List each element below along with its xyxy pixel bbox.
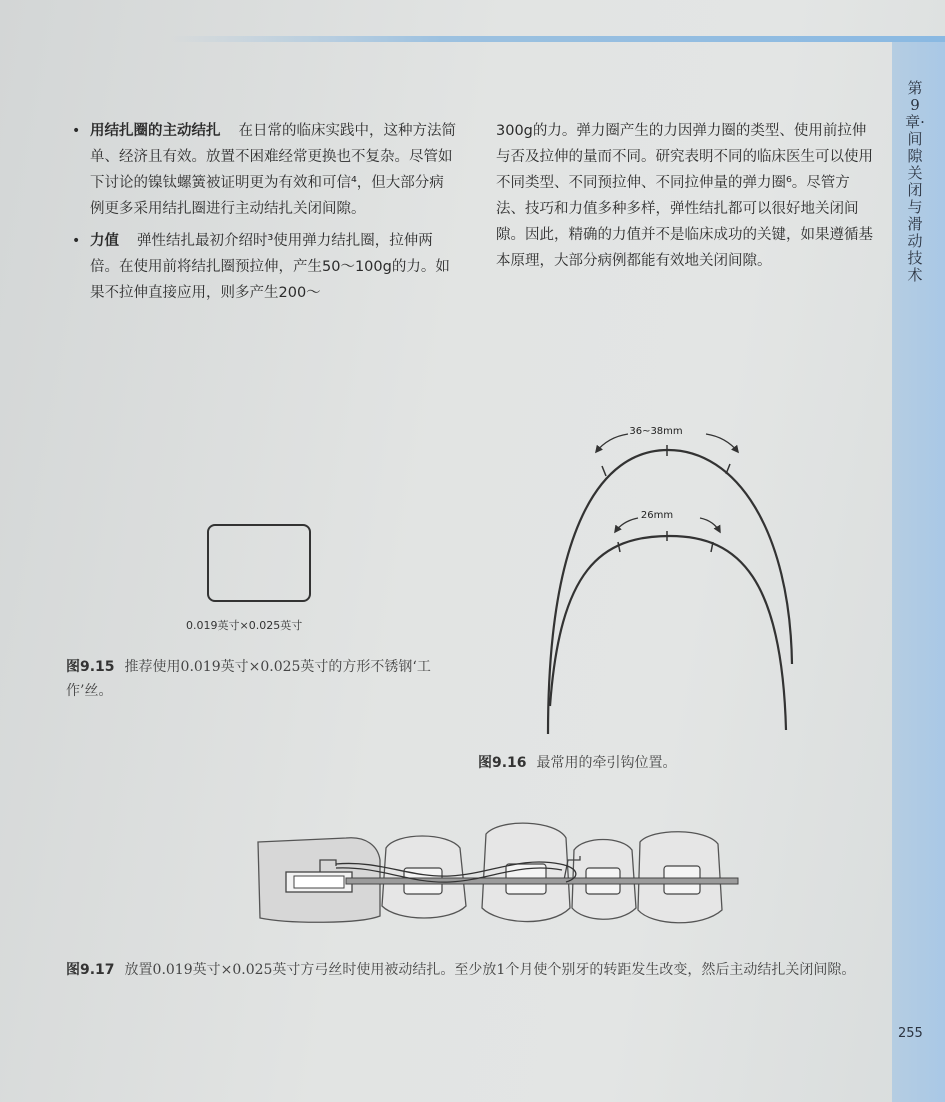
bullet-heading: 力值 [90, 233, 119, 249]
outer-arch-wire [548, 450, 792, 734]
bullet-item-active-ligation [72, 118, 458, 222]
figure-15-caption [66, 655, 461, 703]
inner-span-label: 26mm [640, 510, 674, 521]
caption-text: 放置0.019英寸×0.025英寸方弓丝时使用被动结扎。至少放1个月使个别牙的转距发生改变，然后主动结扎关闭间隙。 [124, 962, 856, 978]
inner-arrow-left [615, 518, 638, 532]
page-number: 255 [898, 1026, 923, 1041]
bracket-ligation-drawing [250, 820, 750, 930]
bullet-text: 弹性结扎最初介绍时³使用弹力结扎圈，拉伸两倍。在使用前将结扎圈预拉伸，产生50～100g的力。如果不拉伸直接应用，则多产生200～ [90, 233, 450, 301]
right-column-text: 300g的力。弹力圈产生的力因弹力圈的类型、使用前拉伸与否及拉伸的量而不同。研究表明不同的临床医生可以使用不同类型、不同预拉伸、不同拉伸量的弹力圈⁶。尽管方法、技巧和力值多种多样，弹性结扎都可以很好地关闭间隙。因此，精确的力值并不是临床成功的关键，如果遵循基本原理，大部分病例都能有效地关闭间隙。 [496, 123, 873, 269]
wire-dimension-label: 0.019英寸×0.025英寸 [186, 619, 303, 632]
outer-hook-left [602, 466, 606, 476]
inner-hook-left [618, 542, 620, 552]
outer-span-label: 36~38mm [629, 426, 683, 437]
bullet-icon: • [72, 123, 81, 139]
figure-number: 图9.15 [66, 659, 115, 675]
caption-text: 推荐使用0.019英寸×0.025英寸的方形不锈钢‘工作’丝。 [66, 659, 431, 699]
right-column [496, 118, 874, 274]
figure-17-caption [66, 958, 866, 982]
archwire [346, 878, 738, 884]
molar-tube-inner [294, 876, 344, 888]
inner-arrow-right [700, 518, 720, 532]
figure-16-caption [478, 751, 778, 775]
outer-arrow-left [596, 434, 628, 452]
caption-text: 最常用的牵引钩位置。 [536, 755, 677, 771]
left-column [72, 118, 458, 312]
header-rule [170, 36, 945, 42]
bullet-heading: 用结扎圈的主动结扎 [90, 123, 221, 139]
inner-arch-wire [550, 536, 786, 730]
outer-arrow-right [706, 434, 738, 452]
figure-number: 图9.17 [66, 962, 115, 978]
figure-number: 图9.16 [478, 755, 527, 771]
bullet-icon: • [72, 233, 81, 249]
rectangular-wire-section [207, 524, 311, 602]
arch-diagram [520, 410, 820, 740]
bullet-item-force [72, 228, 458, 306]
bullet-text: 在日常的临床实践中，这种方法简单、经济且有效。放置不困难经常更换也不复杂。尽管如下讨论的镍钛螺簧被证明更为有效和可信⁴，但大部分病例更多采用结扎圈进行主动结扎关闭间隙。 [90, 123, 456, 217]
chapter-title: 第9章·间隙关闭与滑动技术 [905, 79, 925, 284]
